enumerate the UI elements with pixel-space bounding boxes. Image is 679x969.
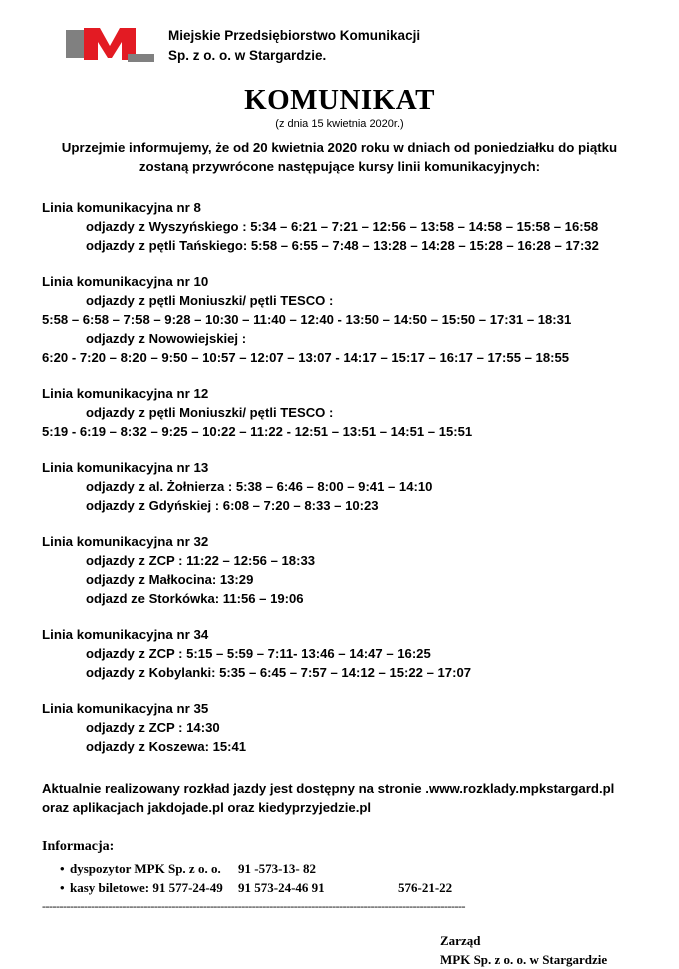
line-departures: odjazdy z Nowowiejskiej : (86, 331, 247, 346)
line-departures: odjazdy z ZCP : 5:15 – 5:59 – 7:11- 13:46 – 14:47 – 16:25 (86, 646, 431, 661)
page-subtitle: (z dnia 15 kwietnia 2020r.) (275, 118, 404, 130)
line-title: Linia komunikacyjna nr 35 (42, 701, 209, 716)
line-block (42, 200, 649, 255)
line-departures: 6:20 - 7:20 – 8:20 – 9:50 – 10:57 – 12:07 – 13:07 - 14:17 – 15:17 – 16:17 – 17:55 – 18:55 (42, 350, 570, 365)
line-title: Linia komunikacyjna nr 34 (42, 627, 209, 642)
line-departures: odjazdy z Gdyńskiej : 6:08 – 7:20 – 8:33 – 10:23 (86, 498, 379, 513)
line-block (42, 701, 649, 756)
line-title: Linia komunikacyjna nr 32 (42, 534, 209, 549)
line-block (42, 460, 649, 515)
contact-phone-primary: 91 -573-13- 82 (238, 861, 316, 876)
line-departures: odjazdy z Kobylanki: 5:35 – 6:45 – 7:57 – 14:12 – 15:22 – 17:07 (86, 665, 472, 680)
intro-paragraph: Uprzejmie informujemy, że od 20 kwietnia 2020 roku w dniach od poniedziałku do piątku zostaną przywrócone następujące kursy linii komunikacyjnych: (61, 140, 618, 174)
page-title: KOMUNIKAT (244, 84, 435, 116)
line-title: Linia komunikacyjna nr 10 (42, 274, 209, 289)
signature-block (0, 913, 679, 969)
line-departures: odjazdy z Koszewa: 15:41 (86, 739, 247, 754)
line-departures: odjazdy z al. Żołnierza : 5:38 – 6:46 – 8:00 – 9:41 – 14:10 (86, 479, 433, 494)
line-departures: odjazdy z Wyszyńskiego : 5:34 – 6:21 – 7:21 – 12:56 – 13:58 – 14:58 – 15:58 – 16:58 (86, 219, 599, 234)
line-departures: odjazdy z Małkocina: 13:29 (86, 572, 254, 587)
contact-info-title: Informacja: (42, 839, 115, 854)
contact-label: dyspozytor MPK Sp. z o. o. (70, 861, 221, 876)
line-departures: odjazd ze Storkówka: 11:56 – 19:06 (86, 591, 304, 606)
line-departures: 5:58 – 6:58 – 7:58 – 9:28 – 10:30 – 11:40 – 12:40 - 13:50 – 14:50 – 15:50 – 17:31 – 18:31 (42, 312, 572, 327)
document-header (0, 0, 679, 66)
line-block (42, 627, 649, 682)
line-departures: odjazdy z pętli Moniuszki/ pętli TESCO : (86, 293, 334, 308)
signature-line1: Zarząd (440, 933, 481, 948)
line-departures: odjazdy z ZCP : 11:22 – 12:56 – 18:33 (86, 553, 316, 568)
contact-phone-secondary: 576-21-22 (398, 880, 453, 895)
contact-info-row (42, 859, 679, 878)
line-departures: odjazdy z pętli Tańskiego: 5:58 – 6:55 – 7:48 – 13:28 – 14:28 – 15:28 – 16:28 – 17:32 (86, 238, 599, 253)
line-block (42, 534, 649, 608)
contact-info-row (42, 878, 679, 897)
line-block (42, 274, 649, 367)
line-departures: 5:19 - 6:19 – 8:32 – 9:25 – 10:22 – 11:22 - 12:51 – 13:51 – 14:51 – 15:51 (42, 424, 473, 439)
line-title: Linia komunikacyjna nr 8 (42, 200, 201, 215)
bullet-icon: • (60, 861, 65, 876)
organization-name-line2: Sp. z o. o. w Stargardzie. (168, 48, 327, 63)
schedule-note-line2: oraz aplikacjach jakdojade.pl oraz kiedyprzyjedzie.pl (42, 800, 372, 815)
signature-line2: MPK Sp. z o. o. w Stargardzie (440, 952, 608, 967)
contact-label: kasy biletowe: 91 577-24-49 (70, 880, 223, 895)
line-block (42, 386, 649, 441)
contact-phone-primary: 91 573-24-46 91 (238, 880, 325, 895)
divider: ------------------------------------------------------------------------------------------------------------------------- (42, 899, 466, 913)
schedule-note-line1: Aktualnie realizowany rozkład jazdy jest dostępny na stronie .www.rozklady.mpkstargard.pl (42, 781, 615, 796)
line-list (0, 200, 679, 756)
line-title: Linia komunikacyjna nr 13 (42, 460, 209, 475)
line-title: Linia komunikacyjna nr 12 (42, 386, 209, 401)
bullet-icon: • (60, 880, 65, 895)
organization-name-line1: Miejskie Przedsiębiorstwo Komunikacji (168, 28, 421, 43)
organization-name (168, 22, 420, 66)
line-departures: odjazdy z pętli Moniuszki/ pętli TESCO : (86, 405, 334, 420)
line-departures: odjazdy z ZCP : 14:30 (86, 720, 220, 735)
contact-phone-secondary (398, 859, 548, 878)
mpk-logo-icon (66, 24, 154, 64)
schedule-note (0, 775, 679, 817)
contact-info (0, 817, 679, 897)
